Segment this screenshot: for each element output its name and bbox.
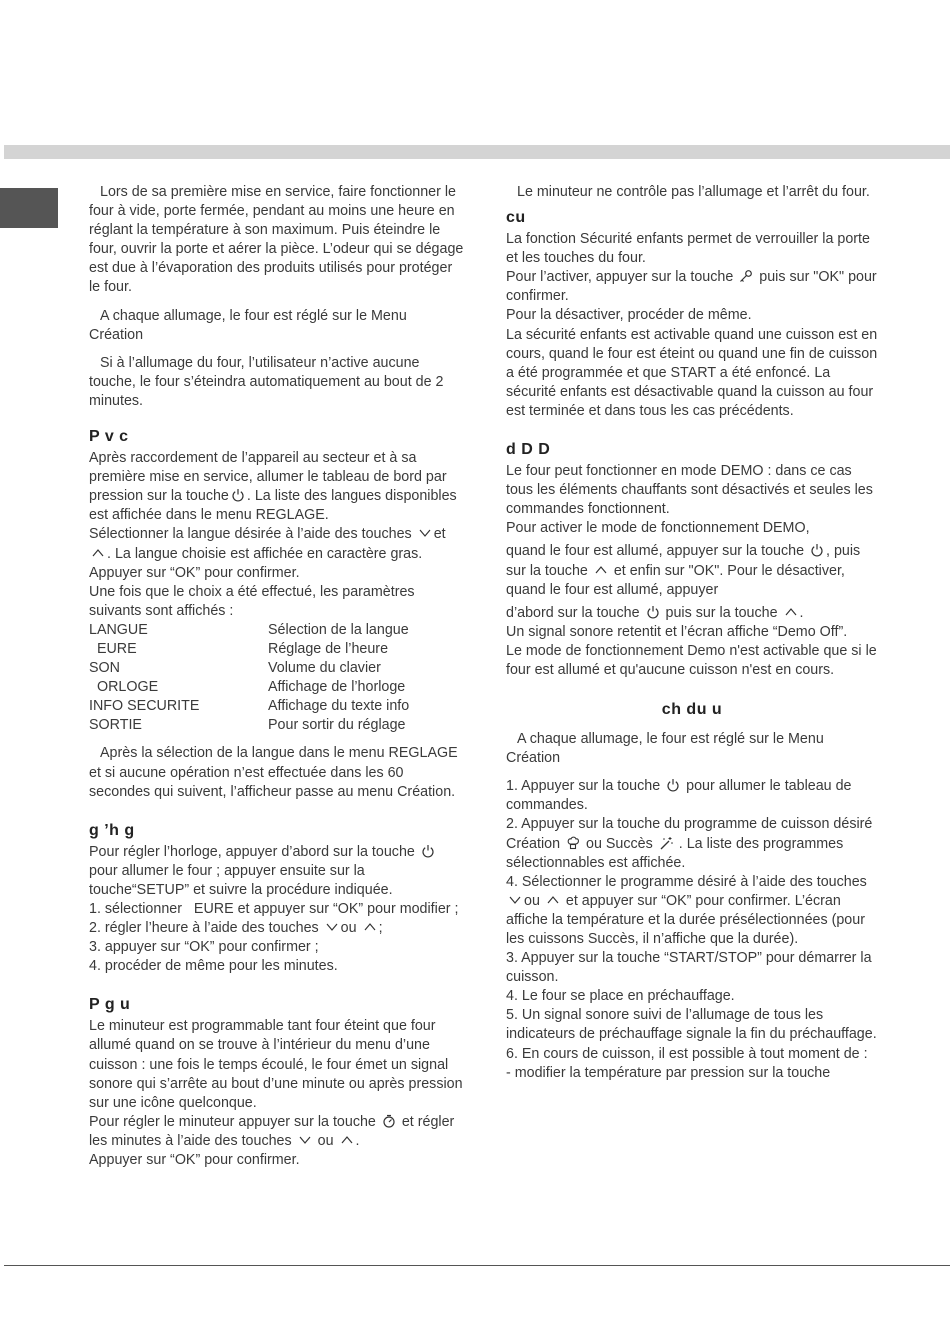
select-language-paragraph: Sélectionner la langue désirée à l’aide des touches et . La langue choisie est affichée en caractère gras. Appuyer sur “OK” pour confirmer. <box>89 526 446 581</box>
clock-step-4: 4. procéder de même pour les minutes. <box>89 958 338 975</box>
language-tab <box>0 188 58 228</box>
cooking-step-4-select: 4. Sélectionner le programme désiré à l’aide des touches ou et appuyer sur “OK” pour confirmer. L’écran affiche la température et la durée présélectionnées (pour les cuissons Succès, il n’affiche que la durée). <box>506 873 867 947</box>
clock-step-3: 3. appuyer sur “OK” pour confirmer ; <box>89 939 319 956</box>
setting-value: Pour sortir du réglage <box>268 717 406 734</box>
child-safety-heading: cu <box>506 209 526 227</box>
setting-key: SORTIE <box>89 717 142 734</box>
footer-rule <box>4 1265 950 1266</box>
header-band <box>4 145 950 159</box>
chef-hat-icon <box>566 836 580 850</box>
parameters-intro: Une fois que le choix a été effectué, les paramètres suivants sont affichés : <box>89 583 415 619</box>
demo-heading: d D D <box>506 441 551 459</box>
demo-activate-intro: Pour activer le mode de fonctionnement DEMO, <box>506 520 810 537</box>
clock-paragraph: Pour régler l’horloge, appuyer d’abord sur la touche pour allumer le four ; appuyer ensuite sur la touche“SETUP” et suivre la procédure indiquée. <box>89 843 464 900</box>
magic-wand-icon <box>659 836 673 850</box>
first-use-heading: P v c <box>89 428 129 446</box>
setting-value: Sélection de la langue <box>268 621 409 638</box>
power-icon <box>421 844 435 858</box>
right-column <box>506 183 878 1083</box>
setting-key: LANGUE <box>89 621 148 638</box>
key-icon <box>739 269 753 283</box>
first-use-paragraph: Après raccordement de l’appareil au secteur et à sa première mise en service, allumer le tableau de bord par pression sur la touche . La liste des langues disponibles est affichée dans le menu REGLAGE. <box>89 450 457 524</box>
clock-step-2: 2. régler l’heure à l’aide des touches ou ; <box>89 920 383 937</box>
child-safety-intro: La fonction Sécurité enfants permet de verrouiller la porte et les touches du four. <box>506 231 870 267</box>
chevron-down-icon <box>418 526 432 540</box>
timer-icon <box>382 1114 396 1128</box>
chevron-up-icon <box>340 1133 354 1147</box>
chevron-up-icon <box>546 893 560 907</box>
power-icon <box>810 543 824 557</box>
timer-note: Le minuteur ne contrôle pas l’allumage et l’arrêt du four. <box>517 184 870 200</box>
power-icon <box>646 605 660 619</box>
auto-off-note: Si à l’allumage du four, l’utilisateur n’active aucune touche, le four s’éteindra automatiquement au bout de 2 minutes. <box>89 354 444 409</box>
setting-value: Affichage de l’horloge <box>268 679 406 696</box>
timer-setting-paragraph: Pour régler le minuteur appuyer sur la touche et régler les minutes à l’aide des touches ou . <box>89 1113 455 1149</box>
power-icon <box>231 488 245 502</box>
after-language-paragraph: Après la sélection de la langue dans le menu REGLAGE et si aucune opération n’est effectuée dans les 60 secondes qui suivent, l’afficheur passe au menu Création. <box>89 745 458 800</box>
demo-intro: Le four peut fonctionner en mode DEMO : dans ce cas tous les éléments chauffants sont désactivés et seules les commandes fonctionnent. <box>506 463 873 518</box>
setting-value: Volume du clavier <box>268 660 381 677</box>
chevron-up-icon <box>363 920 377 934</box>
chevron-up-icon <box>784 605 798 619</box>
clock-heading: g ’h g <box>89 821 135 839</box>
clock-step-1: 1. sélectionner EURE et appuyer sur “OK” pour modifier ; <box>89 901 459 917</box>
setting-value: Affichage du texte info <box>268 698 410 715</box>
timer-confirm: Appuyer sur “OK” pour confirmer. <box>89 1152 300 1169</box>
cooking-step-4: 4. Le four se place en préchauffage. <box>506 988 735 1005</box>
chevron-down-icon <box>508 893 522 907</box>
demo-availability-note: Le mode de fonctionnement Demo n'est activable que si le four est allumé et qu'aucune cuisson n'est en cours. <box>506 642 877 678</box>
chevron-down-icon <box>325 920 339 934</box>
cooking-step-3: 3. Appuyer sur la touche “START/STOP” pour démarrer la cuisson. <box>506 950 872 986</box>
cooking-intro: A chaque allumage, le four est réglé sur le Menu Création <box>506 731 824 767</box>
menu-creation-note: A chaque allumage, le four est réglé sur le Menu Création <box>89 307 407 343</box>
child-safety-deactivate: Pour la désactiver, procéder de même. <box>506 307 752 324</box>
cooking-step-6a: - modifier la température par pression sur la touche <box>506 1064 831 1081</box>
cooking-step-6: 6. En cours de cuisson, il est possible à tout moment de : <box>506 1045 868 1062</box>
setting-key: INFO SECURITE <box>89 698 200 715</box>
cooking-heading: ch du u <box>661 701 723 719</box>
demo-deactivate-steps: d’abord sur la touche puis sur la touche . <box>506 604 804 621</box>
child-safety-details: La sécurité enfants est activable quand une cuisson est en cours, quand le four est éteint ou quand une fin de cuisson a été programmée et que START a été enfoncé. La sécurité enfants est désactivable quand la cuisson au four est terminée et dans tous les cas précédents. <box>506 326 878 419</box>
timer-paragraph: Le minuteur est programmable tant four éteint que four allumé quand on se trouve à l’intérieur du menu d’une cuisson : une fois le temps écoulé, le four émet un signal sonore qui s’arrête au bout d’une minute ou après pression sur une icône quelconque. <box>89 1018 463 1111</box>
cooking-step-1: 1. Appuyer sur la touche pour allumer le tableau de commandes. <box>506 778 852 814</box>
demo-activate-steps: quand le four est allumé, appuyer sur la touche , puis sur la touche et enfin sur "OK". Pour le désactiver, quand le four est allumé, appuyer <box>506 543 861 598</box>
setting-key: ORLOGE <box>89 679 159 696</box>
power-icon <box>666 778 680 792</box>
setting-key: SON <box>89 660 120 677</box>
demo-signal-note: Un signal sonore retentit et l’écran affiche “Demo Off”. <box>506 623 848 640</box>
cooking-step-5: 5. Un signal sonore suivi de l’allumage de tous les indicateurs de préchauffage signale la fin du préchauffage. <box>506 1007 877 1043</box>
child-safety-activate: Pour l’activer, appuyer sur la touche puis sur "OK" pour confirmer. <box>506 269 877 305</box>
chevron-down-icon <box>298 1133 312 1147</box>
left-column <box>89 183 464 1170</box>
settings-list <box>89 621 464 736</box>
setting-value: Réglage de l’heure <box>268 640 389 657</box>
intro-paragraph: Lors de sa première mise en service, faire fonctionner le four à vide, porte fermée, pendant au moins une heure en réglant la température à son maximum. Puis éteindre le four, ouvrir la porte et aérer la pièce. L’odeur qui se dégage est due à l’évaporation des produits utilisés pour protéger le four. <box>89 184 464 296</box>
chevron-up-icon <box>91 546 105 560</box>
setting-key: EURE <box>89 640 137 657</box>
cooking-step-2: 2. Appuyer sur la touche du programme de cuisson désiré Création ou Succès . La liste des programmes sélectionnables est affichée. <box>506 816 873 871</box>
timer-heading: P g u <box>89 996 131 1014</box>
chevron-up-icon <box>594 563 608 577</box>
